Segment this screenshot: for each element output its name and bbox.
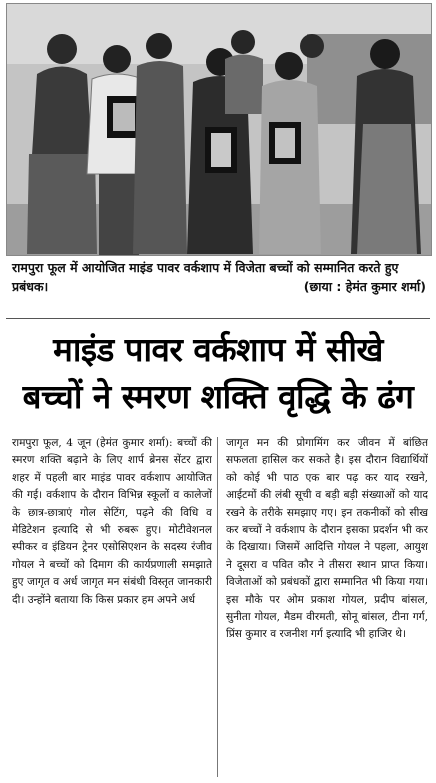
group-photo-illustration — [7, 4, 431, 255]
article-text-col1: रामपुरा फूल, 4 जून (हेमंत कुमार शर्मा): बच्चों की स्मरण शक्ति बढ़ाने के लिए शार्प ब्रेनस सेंटर द्वारा शहर में पहली बार माइंड पावर वर्कशाप आयोजित की गई। वर्कशाप के दौरान विभिन्न स्कूलों व कालेजों के छात्र-छात्राएं गोल सेटिंग, पढ़ने की विधि व मेडिटेशन इत्यादि से भी रुबरू हुए। मोटीवेशनल स्पीकर व इंडियन ट्रेनर एसोसिएशन के सदस्य रंजीव गोयल ने बच्चों को दिमाग की कार्यप्रणाली समझाते हुए जागृत व अर्ध जागृत मन संबंधी विस्तृत जानकारी दी। उन्होंने बताया कि किस प्रकार हम अपने अर्ध — [12, 437, 212, 606]
news-photo — [6, 3, 432, 256]
column-divider — [217, 437, 218, 777]
article-column-1 — [12, 435, 212, 780]
caption-rule — [6, 318, 430, 319]
caption-text: रामपुरा फूल में आयोजित माइंड पावर वर्कशाप में विजेता बच्चों को सम्मानित करते हुए प्रबंधक। — [12, 260, 399, 294]
photo-credit: (छाया : हेमंत कुमार शर्मा) — [303, 279, 426, 294]
headline-line-2: बच्चों ने स्मरण शक्ति वृद्धि के ढंग — [22, 377, 414, 416]
photo-caption — [12, 258, 426, 296]
article-text-col2: जागृत मन की प्रोगामिंग कर जीवन में बांछित सफलता हासिल कर सकते है। इस दौरान विद्यार्थियों को कोई भी पाठ एक बार पढ़ कर याद रखने, आईटमों की लंबी सूची व बड़ी बड़ी संख्याओं को याद रखने के तरीके समझाए गए। इन तकनीकों को सीख कर बच्चों ने वर्कशाप के दौरान इसका प्रदर्शन भी कर के दिखाया। जिसमें आदित्ति गोयल ने पहला, आयुश ने दूसरा व पवित कौर ने तीसरा स्थान प्राप्त किया। विजेताओं को प्रबंधकों द्वारा सम्मानित भी किया गया। इस मौके पर ओम प्रकाश गोयल, प्रदीप बांसल, सुनीता गोयल, मैडम वीरमती, सोनू बांसल, टीना गर्ग, प्रिंस कुमार व रजनीश गर्ग इत्यादि भी हाजिर थे। — [226, 437, 428, 641]
article-column-2 — [226, 435, 428, 780]
headline-line-1: माइंड पावर वर्कशाप में सीखे — [53, 330, 383, 369]
